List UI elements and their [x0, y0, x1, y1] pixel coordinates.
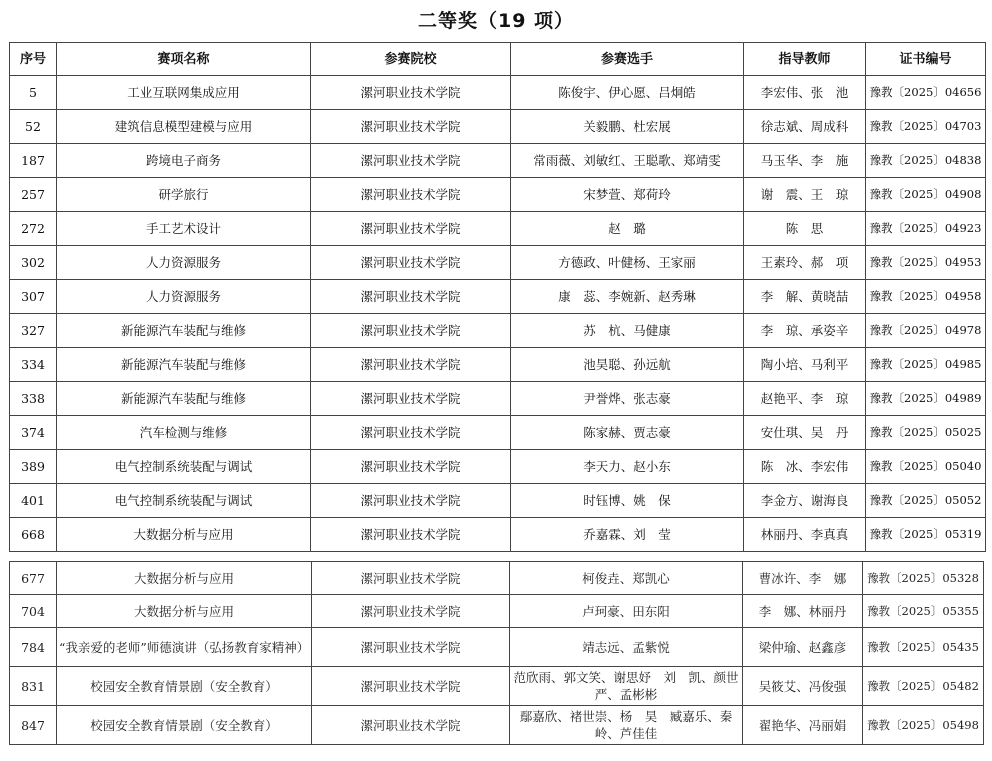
- cell-cert: 豫教〔2025〕05498: [863, 706, 984, 745]
- cell-event: 校园安全教育情景剧（安全教育）: [57, 706, 312, 745]
- cell-students: 时钰博、姚 保: [511, 484, 744, 518]
- cell-students: 李天力、赵小东: [511, 450, 744, 484]
- table-row: [10, 706, 984, 745]
- cell-event: 人力资源服务: [57, 280, 311, 314]
- cell-no: 389: [10, 450, 57, 484]
- cell-event: 新能源汽车装配与维修: [57, 382, 311, 416]
- cell-cert: 豫教〔2025〕04908: [866, 178, 986, 212]
- cell-no: 784: [10, 628, 57, 667]
- cell-cert: 豫教〔2025〕05355: [863, 595, 984, 628]
- header-event: 赛项名称: [57, 43, 311, 76]
- cell-school: 漯河职业技术学院: [312, 667, 510, 706]
- cell-school: 漯河职业技术学院: [311, 348, 511, 382]
- cell-teachers: 陈 思: [744, 212, 866, 246]
- cell-cert: 豫教〔2025〕04703: [866, 110, 986, 144]
- cell-students: 关毅鹏、杜宏展: [511, 110, 744, 144]
- cell-teachers: 林丽丹、李真真: [744, 518, 866, 552]
- cell-cert: 豫教〔2025〕05435: [863, 628, 984, 667]
- cell-teachers: 陶小培、马利平: [744, 348, 866, 382]
- cell-teachers: 赵艳平、李 琼: [744, 382, 866, 416]
- cell-no: 5: [10, 76, 57, 110]
- cell-event: 研学旅行: [57, 178, 311, 212]
- cell-teachers: 梁仲瑜、赵鑫彦: [743, 628, 863, 667]
- table-row: [10, 382, 986, 416]
- cell-cert: 豫教〔2025〕05482: [863, 667, 984, 706]
- cell-students: 宋梦萱、郑荷玲: [511, 178, 744, 212]
- table-row: [10, 76, 986, 110]
- cell-no: 302: [10, 246, 57, 280]
- cell-cert: 豫教〔2025〕05052: [866, 484, 986, 518]
- cell-no: 272: [10, 212, 57, 246]
- cell-event: 建筑信息模型建模与应用: [57, 110, 311, 144]
- cell-school: 漯河职业技术学院: [311, 314, 511, 348]
- cell-event: 电气控制系统装配与调试: [57, 450, 311, 484]
- cell-no: 307: [10, 280, 57, 314]
- cell-teachers: 李宏伟、张 池: [744, 76, 866, 110]
- cell-no: 374: [10, 416, 57, 450]
- cell-school: 漯河职业技术学院: [312, 706, 510, 745]
- table-row: [10, 212, 986, 246]
- cell-students: 范欣雨、郭文笑、谢思妤 刘 凯、颜世严、孟彬彬: [510, 667, 743, 706]
- cell-school: 漯河职业技术学院: [311, 212, 511, 246]
- table-header-row: [10, 43, 986, 76]
- cell-cert: 豫教〔2025〕04985: [866, 348, 986, 382]
- cell-students: 苏 杭、马健康: [511, 314, 744, 348]
- cell-event: 跨境电子商务: [57, 144, 311, 178]
- cell-school: 漯河职业技术学院: [311, 484, 511, 518]
- cell-event: 电气控制系统装配与调试: [57, 484, 311, 518]
- table-row: [10, 144, 986, 178]
- cell-cert: 豫教〔2025〕04923: [866, 212, 986, 246]
- table-row: [10, 628, 984, 667]
- cell-students: 陈家赫、贾志豪: [511, 416, 744, 450]
- cell-cert: 豫教〔2025〕04989: [866, 382, 986, 416]
- cell-teachers: 李 娜、林丽丹: [743, 595, 863, 628]
- cell-cert: 豫教〔2025〕04953: [866, 246, 986, 280]
- cell-school: 漯河职业技术学院: [312, 628, 510, 667]
- cell-no: 338: [10, 382, 57, 416]
- cell-students: 卢珂豪、田东阳: [510, 595, 743, 628]
- table-row: [10, 314, 986, 348]
- table-row: [10, 667, 984, 706]
- table-row: [10, 178, 986, 212]
- cell-students: 方德政、叶健杨、王家丽: [511, 246, 744, 280]
- cell-cert: 豫教〔2025〕04978: [866, 314, 986, 348]
- table-row: [10, 562, 984, 595]
- cell-cert: 豫教〔2025〕04656: [866, 76, 986, 110]
- cell-school: 漯河职业技术学院: [311, 110, 511, 144]
- cell-students: 池昊聪、孙远航: [511, 348, 744, 382]
- cell-cert: 豫教〔2025〕05328: [863, 562, 984, 595]
- cell-school: 漯河职业技术学院: [311, 518, 511, 552]
- cell-school: 漯河职业技术学院: [312, 562, 510, 595]
- cell-school: 漯河职业技术学院: [311, 76, 511, 110]
- cell-event: 校园安全教育情景剧（安全教育）: [57, 667, 312, 706]
- cell-school: 漯河职业技术学院: [312, 595, 510, 628]
- cell-students: 陈俊宇、伊心愿、吕炯皓: [511, 76, 744, 110]
- cell-event: “我亲爱的老师”师德演讲（弘扬教育家精神）: [57, 628, 312, 667]
- table-row: [10, 246, 986, 280]
- cell-students: 柯俊垚、郑凯心: [510, 562, 743, 595]
- cell-students: 鄢嘉欣、褚世崇、杨 昊 臧嘉乐、秦 岭、芦佳佳: [510, 706, 743, 745]
- table-row: [10, 484, 986, 518]
- cell-no: 257: [10, 178, 57, 212]
- cell-students: 乔嘉霖、刘 莹: [511, 518, 744, 552]
- table-row: [10, 595, 984, 628]
- cell-event: 汽车检测与维修: [57, 416, 311, 450]
- cell-school: 漯河职业技术学院: [311, 450, 511, 484]
- cell-cert: 豫教〔2025〕05319: [866, 518, 986, 552]
- cell-no: 327: [10, 314, 57, 348]
- cell-no: 847: [10, 706, 57, 745]
- table-row: [10, 110, 986, 144]
- cell-no: 334: [10, 348, 57, 382]
- table-row: [10, 280, 986, 314]
- cell-students: 尹誉烨、张志豪: [511, 382, 744, 416]
- cell-teachers: 陈 冰、李宏伟: [744, 450, 866, 484]
- cell-event: 大数据分析与应用: [57, 562, 312, 595]
- cell-event: 工业互联网集成应用: [57, 76, 311, 110]
- cell-teachers: 李 解、黄晓喆: [744, 280, 866, 314]
- cell-no: 677: [10, 562, 57, 595]
- cell-students: 常雨薇、刘敏红、王聪歌、郑靖雯: [511, 144, 744, 178]
- header-students: 参赛选手: [511, 43, 744, 76]
- cell-teachers: 翟艳华、冯丽娟: [743, 706, 863, 745]
- cell-cert: 豫教〔2025〕05040: [866, 450, 986, 484]
- awards-table: [9, 42, 986, 552]
- cell-school: 漯河职业技术学院: [311, 144, 511, 178]
- cell-school: 漯河职业技术学院: [311, 280, 511, 314]
- cell-no: 187: [10, 144, 57, 178]
- cell-teachers: 吴筱艾、冯俊强: [743, 667, 863, 706]
- header-teachers: 指导教师: [744, 43, 866, 76]
- cell-students: 赵 璐: [511, 212, 744, 246]
- cell-event: 人力资源服务: [57, 246, 311, 280]
- cell-no: 52: [10, 110, 57, 144]
- table-row: [10, 348, 986, 382]
- table-row: [10, 518, 986, 552]
- cell-students: 靖志远、孟紫悦: [510, 628, 743, 667]
- cell-school: 漯河职业技术学院: [311, 246, 511, 280]
- header-no: 序号: [10, 43, 57, 76]
- awards-table-continued: [9, 561, 984, 745]
- cell-cert: 豫教〔2025〕05025: [866, 416, 986, 450]
- cell-teachers: 曹冰许、李 娜: [743, 562, 863, 595]
- cell-teachers: 马玉华、李 施: [744, 144, 866, 178]
- cell-event: 手工艺术设计: [57, 212, 311, 246]
- cell-cert: 豫教〔2025〕04958: [866, 280, 986, 314]
- cell-no: 401: [10, 484, 57, 518]
- cell-school: 漯河职业技术学院: [311, 416, 511, 450]
- cell-students: 康 蕊、李婉新、赵秀琳: [511, 280, 744, 314]
- header-school: 参赛院校: [311, 43, 511, 76]
- table-row: [10, 416, 986, 450]
- table-row: [10, 450, 986, 484]
- cell-teachers: 安仕琪、吴 丹: [744, 416, 866, 450]
- page-title: 二等奖（19 项）: [417, 10, 575, 32]
- cell-teachers: 徐志斌、周成科: [744, 110, 866, 144]
- cell-cert: 豫教〔2025〕04838: [866, 144, 986, 178]
- cell-teachers: 谢 震、王 琼: [744, 178, 866, 212]
- cell-teachers: 李金方、谢海良: [744, 484, 866, 518]
- cell-event: 新能源汽车装配与维修: [57, 348, 311, 382]
- cell-no: 668: [10, 518, 57, 552]
- cell-teachers: 王素玲、郝 项: [744, 246, 866, 280]
- cell-teachers: 李 琼、承姿辛: [744, 314, 866, 348]
- cell-no: 704: [10, 595, 57, 628]
- cell-school: 漯河职业技术学院: [311, 178, 511, 212]
- cell-event: 新能源汽车装配与维修: [57, 314, 311, 348]
- cell-event: 大数据分析与应用: [57, 518, 311, 552]
- cell-school: 漯河职业技术学院: [311, 382, 511, 416]
- cell-no: 831: [10, 667, 57, 706]
- header-cert: 证书编号: [866, 43, 986, 76]
- cell-event: 大数据分析与应用: [57, 595, 312, 628]
